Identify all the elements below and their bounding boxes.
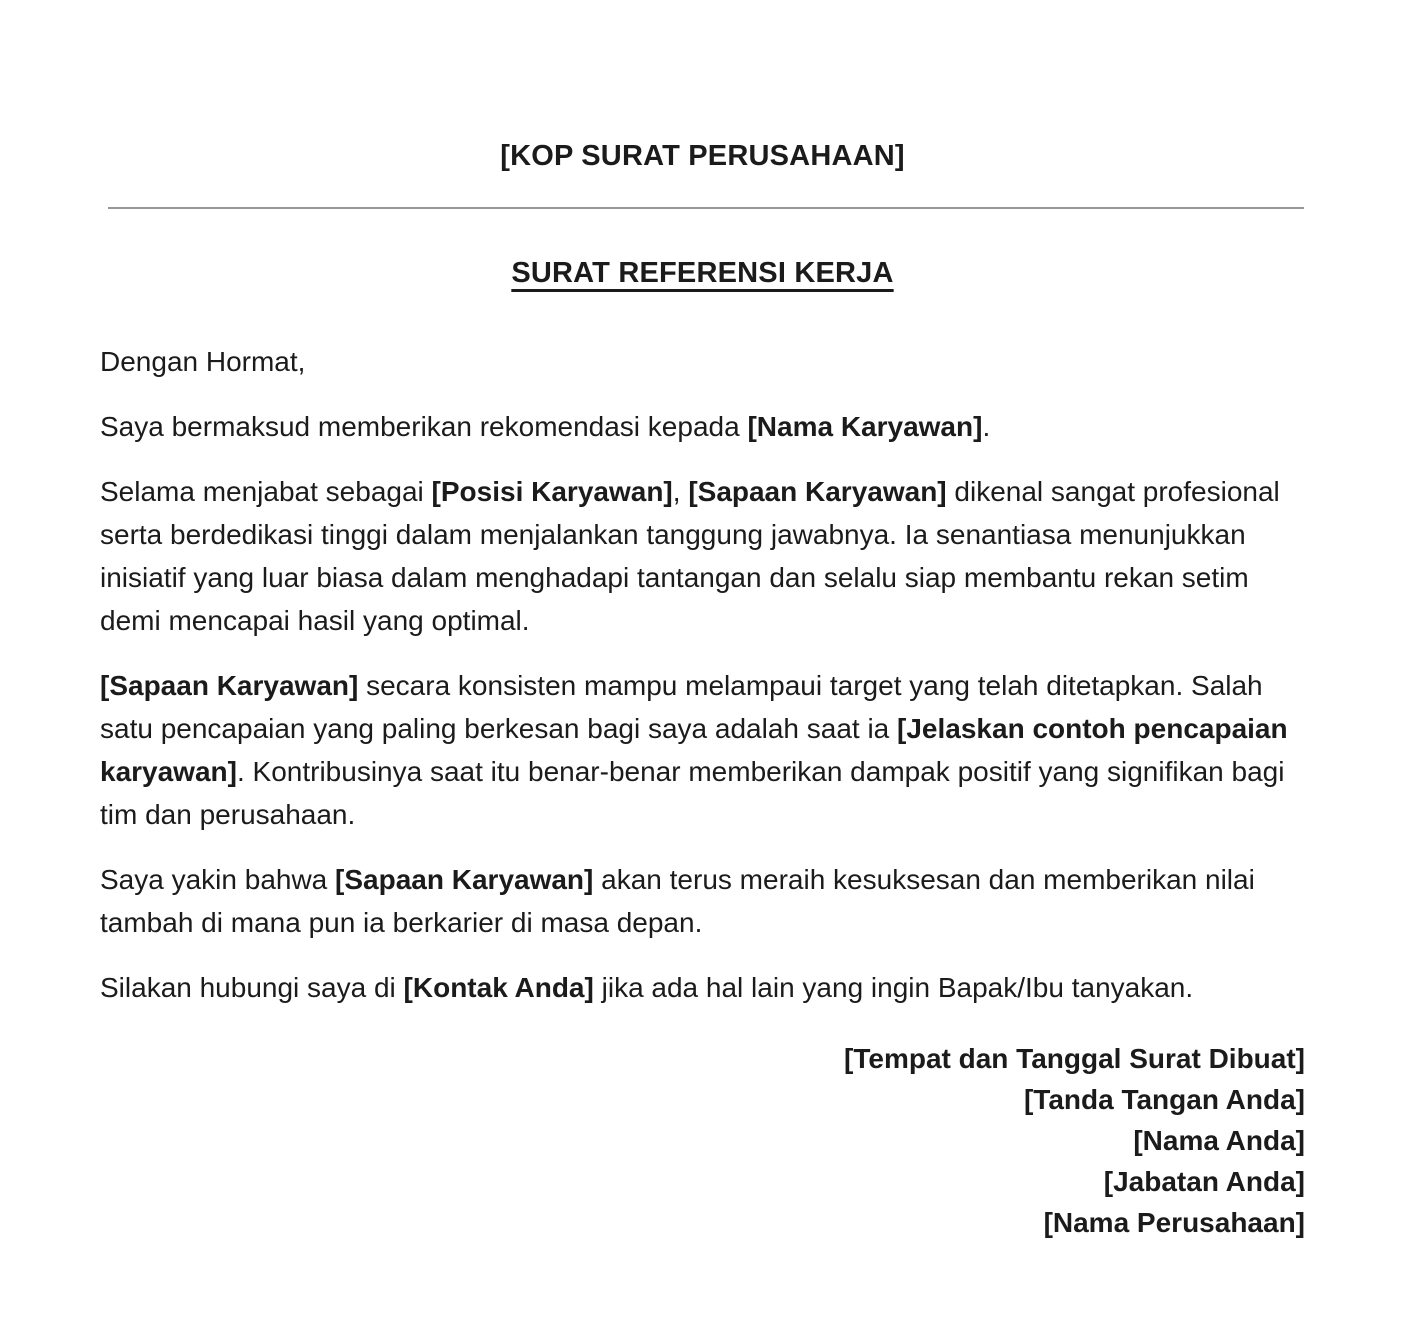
paragraph-intro: Saya bermaksud memberikan rekomendasi kepada [Nama Karyawan]. xyxy=(100,411,991,442)
paragraph-salutation: Dengan Hormat, xyxy=(100,346,306,377)
letter-body xyxy=(100,340,1305,1009)
paragraph-position: Selama menjabat sebagai [Posisi Karyawan], [Sapaan Karyawan] dikenal sangat profesional serta berdedikasi tinggi dalam menjalankan tanggung jawabnya. Ia senantiasa menunjukkan inisiatif yang luar biasa dalam menghadapi tantangan dan selalu siap membantu rekan setim demi mencapai hasil yang optimal. xyxy=(100,476,1280,636)
company-letterhead-placeholder: [KOP SURAT PERUSAHAAN] xyxy=(500,140,905,172)
letter-title: SURAT REFERENSI KERJA xyxy=(511,257,894,289)
signature-line-name: [Nama Anda] xyxy=(1133,1125,1305,1156)
paragraph-confidence: Saya yakin bahwa [Sapaan Karyawan] akan terus meraih kesuksesan dan memberikan nilai tambah di mana pun ia berkarier di masa depan. xyxy=(100,864,1255,938)
paragraph-contact: Silakan hubungi saya di [Kontak Anda] jika ada hal lain yang ingin Bapak/Ibu tanyakan. xyxy=(100,972,1194,1003)
signature-line-signature: [Tanda Tangan Anda] xyxy=(1023,1084,1305,1115)
signature-block xyxy=(100,1038,1305,1243)
paragraph-achievement: [Sapaan Karyawan] secara konsisten mampu melampaui target yang telah ditetapkan. Salah satu pencapaian yang paling berkesan bagi saya adalah saat ia [Jelaskan contoh pencapaian karyawan]. Kontribusinya saat itu benar-benar memberikan dampak positif yang signifikan bagi tim dan perusahaan. xyxy=(100,670,1288,830)
signature-line-title: [Jabatan Anda] xyxy=(1103,1166,1305,1197)
signature-line-company: [Nama Perusahaan] xyxy=(1043,1207,1305,1238)
signature-line-place-date: [Tempat dan Tanggal Surat Dibuat] xyxy=(844,1043,1305,1074)
letterhead-divider xyxy=(108,207,1304,209)
